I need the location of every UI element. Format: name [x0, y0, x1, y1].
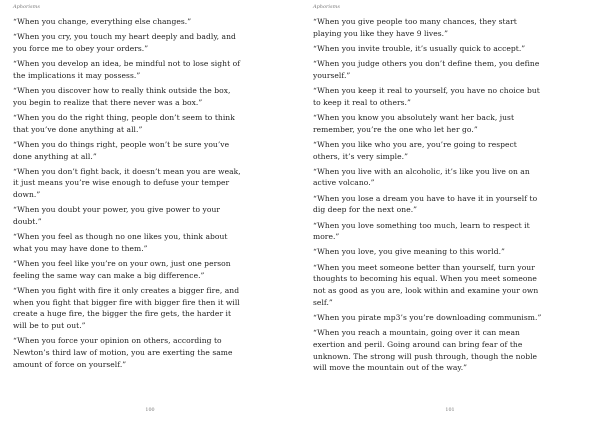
quote-list [13, 16, 279, 374]
quote [313, 246, 579, 258]
quote [313, 220, 579, 243]
quote-line: will move the mountain out of the way.” [313, 363, 468, 373]
quote-line: self.” [313, 297, 333, 307]
quote [313, 16, 579, 39]
quote-line: that you’ve done anything at all.” [13, 124, 143, 134]
quote-line: what you may have done to them.” [13, 243, 148, 253]
quote [13, 58, 279, 81]
quote-line: “When you invite trouble, it’s usually quick to accept.” [313, 43, 526, 53]
quote-line: create a huge fire, the bigger the fire gets, the harder it [13, 309, 232, 319]
quote [313, 312, 579, 324]
quote-line: “When you give people too many chances, they start [313, 17, 517, 26]
quote-line: “When you like who you are, you’re going to respect [313, 139, 517, 149]
quote-line: “When you force your opinion on others, according to [13, 336, 222, 346]
quote-line: “When you develop an idea, be mindful not to lose sight of [13, 59, 241, 69]
quote-line: doubt.” [13, 217, 42, 227]
quote-line: exertion and peril. Going around can bring fear of the [313, 339, 523, 349]
quote-line: unknown. The strong will push through, though the noble [313, 351, 538, 361]
quote [313, 85, 579, 108]
quote-line: “When you know you absolutely want her back, just [313, 112, 515, 122]
quote-line: you force me to obey your orders.” [13, 43, 149, 53]
quote [13, 16, 279, 28]
quote-line: to keep it real to others.” [313, 97, 411, 107]
quote [13, 85, 279, 108]
quote-line: “When you do things right, people won’t be sure you’ve [13, 139, 230, 149]
quote [13, 285, 279, 332]
quote-line: “When you reach a mountain, going over it can mean [313, 328, 520, 338]
quote-line: done anything at all.” [13, 151, 97, 161]
quote [13, 258, 279, 281]
quote [313, 43, 579, 55]
quote-line: “When you love something too much, learn to respect it [313, 220, 530, 230]
quote [313, 166, 579, 189]
quote [13, 139, 279, 162]
quote-line: “When you judge others you don’t define them, you define [313, 59, 540, 69]
quote-line: “When you don’t fight back, it doesn’t mean you are weak, [13, 166, 241, 176]
page-number: 100 [145, 408, 155, 413]
quote [13, 204, 279, 227]
quote-line: “When you fight with fire it only creates a bigger fire, and [13, 286, 240, 296]
quote-line: playing you like they have 9 lives.” [313, 28, 449, 38]
quote-line: “When you discover how to really think outside the box, [13, 86, 231, 96]
quote-line: thoughts to becoming his equal. When you meet someone [313, 274, 537, 284]
quote-list [313, 16, 579, 377]
quote-line: will be to put out.” [13, 321, 86, 331]
quote [313, 112, 579, 135]
page-number: 101 [445, 408, 455, 413]
quote [313, 327, 579, 374]
quote-line: “When you live with an alcoholic, it’s like you live on an [313, 166, 530, 176]
quote [13, 112, 279, 135]
quote [13, 166, 279, 201]
quote-line: “When you feel as though no one likes you, think about [13, 232, 228, 242]
quote-line: when you fight that bigger fire with bigger fire then it will [13, 297, 240, 307]
quote-line: active volcano.” [313, 178, 375, 188]
quote-line: Newton’s third law of motion, you are exerting the same [13, 348, 233, 358]
quote-line: “When you cry, you touch my heart deeply and badly, and [13, 32, 236, 42]
quote-line: more.” [313, 232, 340, 242]
quote-line: dig deep for the next one.” [313, 205, 418, 215]
quote-line: “When you love, you give meaning to this world.” [313, 247, 505, 257]
quote-line: “When you keep it real to yourself, you have no choice but [313, 86, 540, 96]
quote-line: it just means you’re wise enough to defuse your temper [13, 178, 230, 188]
running-head: Aphorisms [313, 4, 340, 10]
quote-line: you begin to realize that there never was a box.” [13, 97, 203, 107]
right-page [300, 0, 600, 424]
quote-line: yourself.” [313, 70, 351, 80]
quote [313, 262, 579, 309]
quote-line: “When you doubt your power, you give power to your [13, 205, 221, 215]
quote [313, 193, 579, 216]
quote-line: “When you do the right thing, people don’t seem to think [13, 112, 235, 122]
quote-line: “When you lose a dream you have to have it in yourself to [313, 193, 538, 203]
quote [13, 231, 279, 254]
quote [13, 335, 279, 370]
quote-line: others, it’s very simple.” [313, 151, 409, 161]
running-head: Aphorisms [13, 4, 40, 10]
quote-line: “When you pirate mp3’s you’re downloading communism.” [313, 312, 542, 322]
quote-line: “When you feel like you’re on your own, just one person [13, 259, 231, 269]
quote-line: feeling the same way can make a big difference.” [13, 270, 205, 280]
quote [313, 139, 579, 162]
quote-line: down.” [13, 190, 41, 200]
quote [313, 58, 579, 81]
quote-line: “When you meet someone better than yourself, turn your [313, 262, 535, 272]
quote-line: remember, you’re the one who let her go.” [313, 124, 478, 134]
quote-line: not as good as you are, look within and examine your own [313, 286, 539, 296]
quote-line: “When you change, everything else changes.” [13, 17, 192, 26]
quote-line: the implications it may possess.” [13, 70, 141, 80]
quote-line: amount of force on yourself.” [13, 359, 127, 369]
quote [13, 31, 279, 54]
